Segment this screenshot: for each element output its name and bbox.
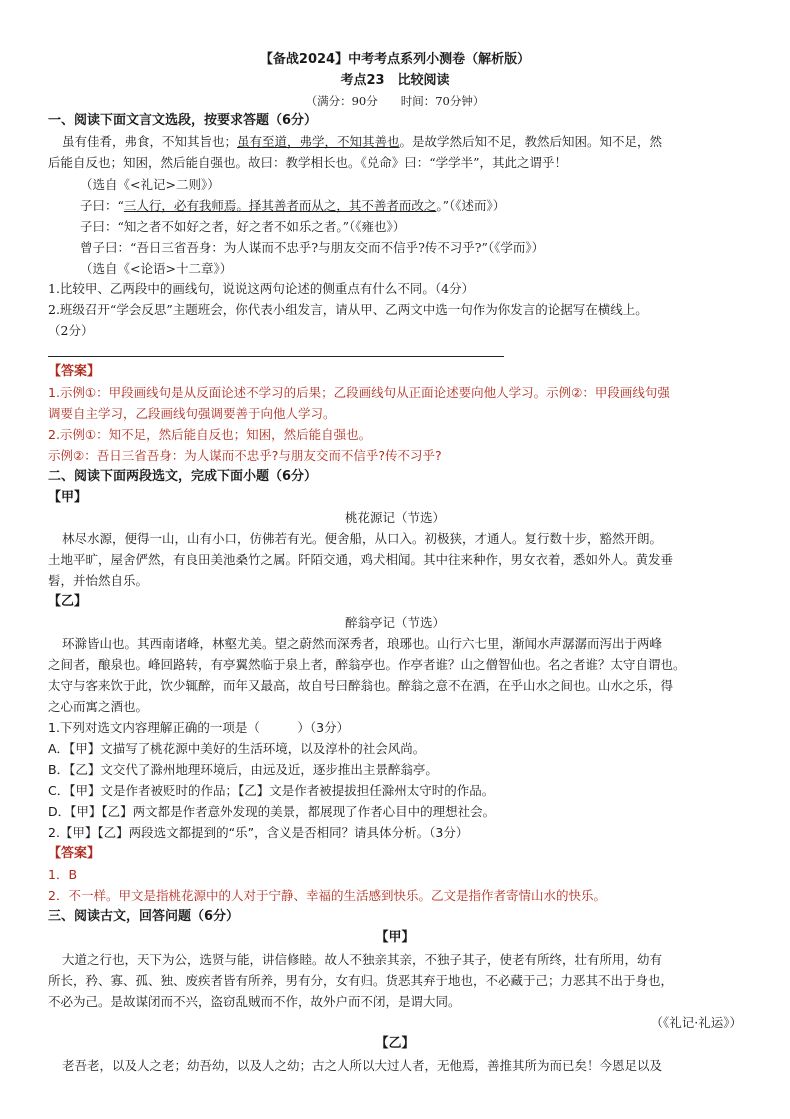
- passage-1-line: [62, 132, 662, 152]
- quote-line: [80, 196, 505, 216]
- quote-text: 子曰：“: [80, 198, 124, 213]
- passage-line: 大道之行也，天下为公，选贤与能，讲信修睦。故人不独亲其亲，不独子其子，使老有所终，壮有所用，幼有: [62, 952, 663, 967]
- source-note: （选自《<礼记>二则》）: [80, 177, 220, 192]
- page-title: 【备战2024】中考考点系列小测卷（解析版）: [259, 52, 531, 67]
- passage-line: 髫，并怡然自乐。: [48, 573, 149, 588]
- option-a: A．【甲】文描写了桃花源中美好的生活环境，以及淳朴的社会风尚。: [48, 741, 426, 756]
- question-2: 2.【甲】【乙】两段选文都提到的“乐”，含义是否相同？请具体分析。（3分）: [48, 825, 469, 840]
- option-b: B．【乙】文交代了滁州地理环境后，由远及近，逐步推出主景醉翁亭。: [48, 762, 438, 777]
- passage-line: 环滁皆山也。其西南诸峰，林壑尤美。望之蔚然而深秀者，琅琊也。山行六七里，渐闻水声潺潺而泻出于两峰: [62, 636, 663, 651]
- passage-line: 不必为己。是故谋闭而不兴，盗窃乱贼而不作，故外户而不闭，是谓大同。: [48, 994, 461, 1009]
- section-2-heading: 二、阅读下面两段选文，完成下面小题（6分）: [48, 469, 318, 484]
- passage-line: 所长，矜、寡、孤、独、废疾者皆有所养，男有分，女有归。货恶其弃于地也，不必藏于己；力恶其不出于身也，: [48, 973, 674, 988]
- question-2-points: （2分）: [48, 323, 94, 338]
- answer-line: 1.示例①：甲段画线句是从反面论述不学习的后果；乙段画线句从正面论述要向他人学习。示例②：甲段画线句强: [48, 385, 670, 400]
- section-3-heading: 三、阅读古文，回答问题（6分）: [48, 909, 240, 924]
- passage-title: 桃花源记（节选）: [344, 510, 445, 525]
- passage-line: 林尽水源，便得一山，山有小口，仿佛若有光。便舍船，从口入。初极狭，才通人。复行数十步，豁然开朗。: [62, 531, 663, 546]
- passage-label-jia: 【甲】: [48, 490, 88, 505]
- question-1: 1.下列对选文内容理解正确的一项是（ ）（3分）: [48, 720, 350, 735]
- answer-line: 2．不一样。甲文是指桃花源中的人对于宁静、幸福的生活感到快乐。乙文是指作者寄情山水的快乐。: [48, 888, 606, 903]
- passage-text: 。是故学然后知不足，教然后知困。知不足，然: [399, 134, 663, 149]
- passage-label-yi: 【乙】: [375, 1036, 415, 1051]
- passage-line: 之心而寓之酒也。: [48, 699, 149, 714]
- passage-title: 醉翁亭记（节选）: [344, 615, 445, 630]
- passage-line: 土地平旷，屋舍俨然，有良田美池桑竹之属。阡陌交通，鸡犬相闻。其中往来种作，男女衣着，悉如外人。黄发垂: [48, 552, 674, 567]
- quote-line: 子曰：“知之者不如好之者，好之者不如乐之者。”（《雍也》）: [80, 219, 406, 234]
- answer-label: 【答案】: [48, 846, 101, 861]
- passage-line: 太守与客来饮于此，饮少辄醉，而年又最高，故自号曰醉翁也。醉翁之意不在酒，在乎山水之间也。山水之乐，得: [48, 678, 674, 693]
- passage-text: 虽有佳肴，弗食，不知其旨也；: [62, 134, 238, 149]
- underlined-sentence: 虽有至道，弗学，不知其善也: [237, 134, 400, 149]
- passage-label-jia: 【甲】: [375, 930, 415, 945]
- option-c: C．【甲】文是作者被贬时的作品；【乙】文是作者被提拔担任滁州太守时的作品。: [48, 783, 495, 798]
- option-d: D．【甲】【乙】两文都是作者意外发现的美景，都展现了作者心目中的理想社会。: [48, 804, 496, 819]
- answer-blank-line: [48, 356, 504, 357]
- quote-line: 曾子曰：“吾日三省吾身：为人谋而不忠乎?与朋友交而不信乎?传不习乎?”（《学而》）: [80, 240, 545, 255]
- page-subtitle: 考点23 比较阅读: [340, 73, 450, 88]
- passage-line: 之间者，酿泉也。峰回路转，有亭翼然临于泉上者，醉翁亭也。作亭者谁？山之僧智仙也。名之者谁？太守自谓也。: [48, 657, 686, 672]
- passage-1-line: 后能自反也；知困，然后能自强也。故曰：教学相长也。《兑命》曰：“学学半”，其此之谓乎！: [48, 155, 568, 170]
- answer-line: 调要自主学习，乙段画线句强调要善于向他人学习。: [48, 406, 336, 421]
- source-note: （选自《<论语>十二章》）: [80, 261, 233, 276]
- underlined-sentence: 三人行，必有我师焉。择其善者而从之，其不善者而改之: [123, 198, 437, 213]
- answer-line: 示例②：吾日三省吾身：为人谋而不忠乎?与朋友交而不信乎?传不习乎?: [48, 448, 442, 463]
- answer-line: 1．B: [48, 867, 78, 882]
- score-time-info: （满分：90分 时间：70分钟）: [305, 94, 485, 108]
- question-2: 2.班级召开“学会反思”主题班会，你代表小组发言，请从甲、乙两文中选一句作为你发言的论据写在横线上。: [48, 302, 648, 317]
- passage-line: 老吾老，以及人之老；幼吾幼，以及人之幼；古之人所以大过人者，无他焉，善推其所为而已矣！今恩足以及: [62, 1058, 663, 1073]
- section-1-heading: 一、阅读下面文言文选段，按要求答题（6分）: [48, 113, 318, 128]
- answer-label: 【答案】: [48, 364, 101, 379]
- passage-label-yi: 【乙】: [48, 594, 88, 609]
- question-1: 1.比较甲、乙两段中的画线句，说说这两句论述的侧重点有什么不同。（4分）: [48, 281, 475, 296]
- quote-text: 。”（《述而》）: [436, 198, 506, 213]
- answer-line: 2.示例①：知不足，然后能自反也；知困，然后能自强也。: [48, 427, 372, 442]
- source-note: （《礼记·礼运》）: [650, 1015, 742, 1030]
